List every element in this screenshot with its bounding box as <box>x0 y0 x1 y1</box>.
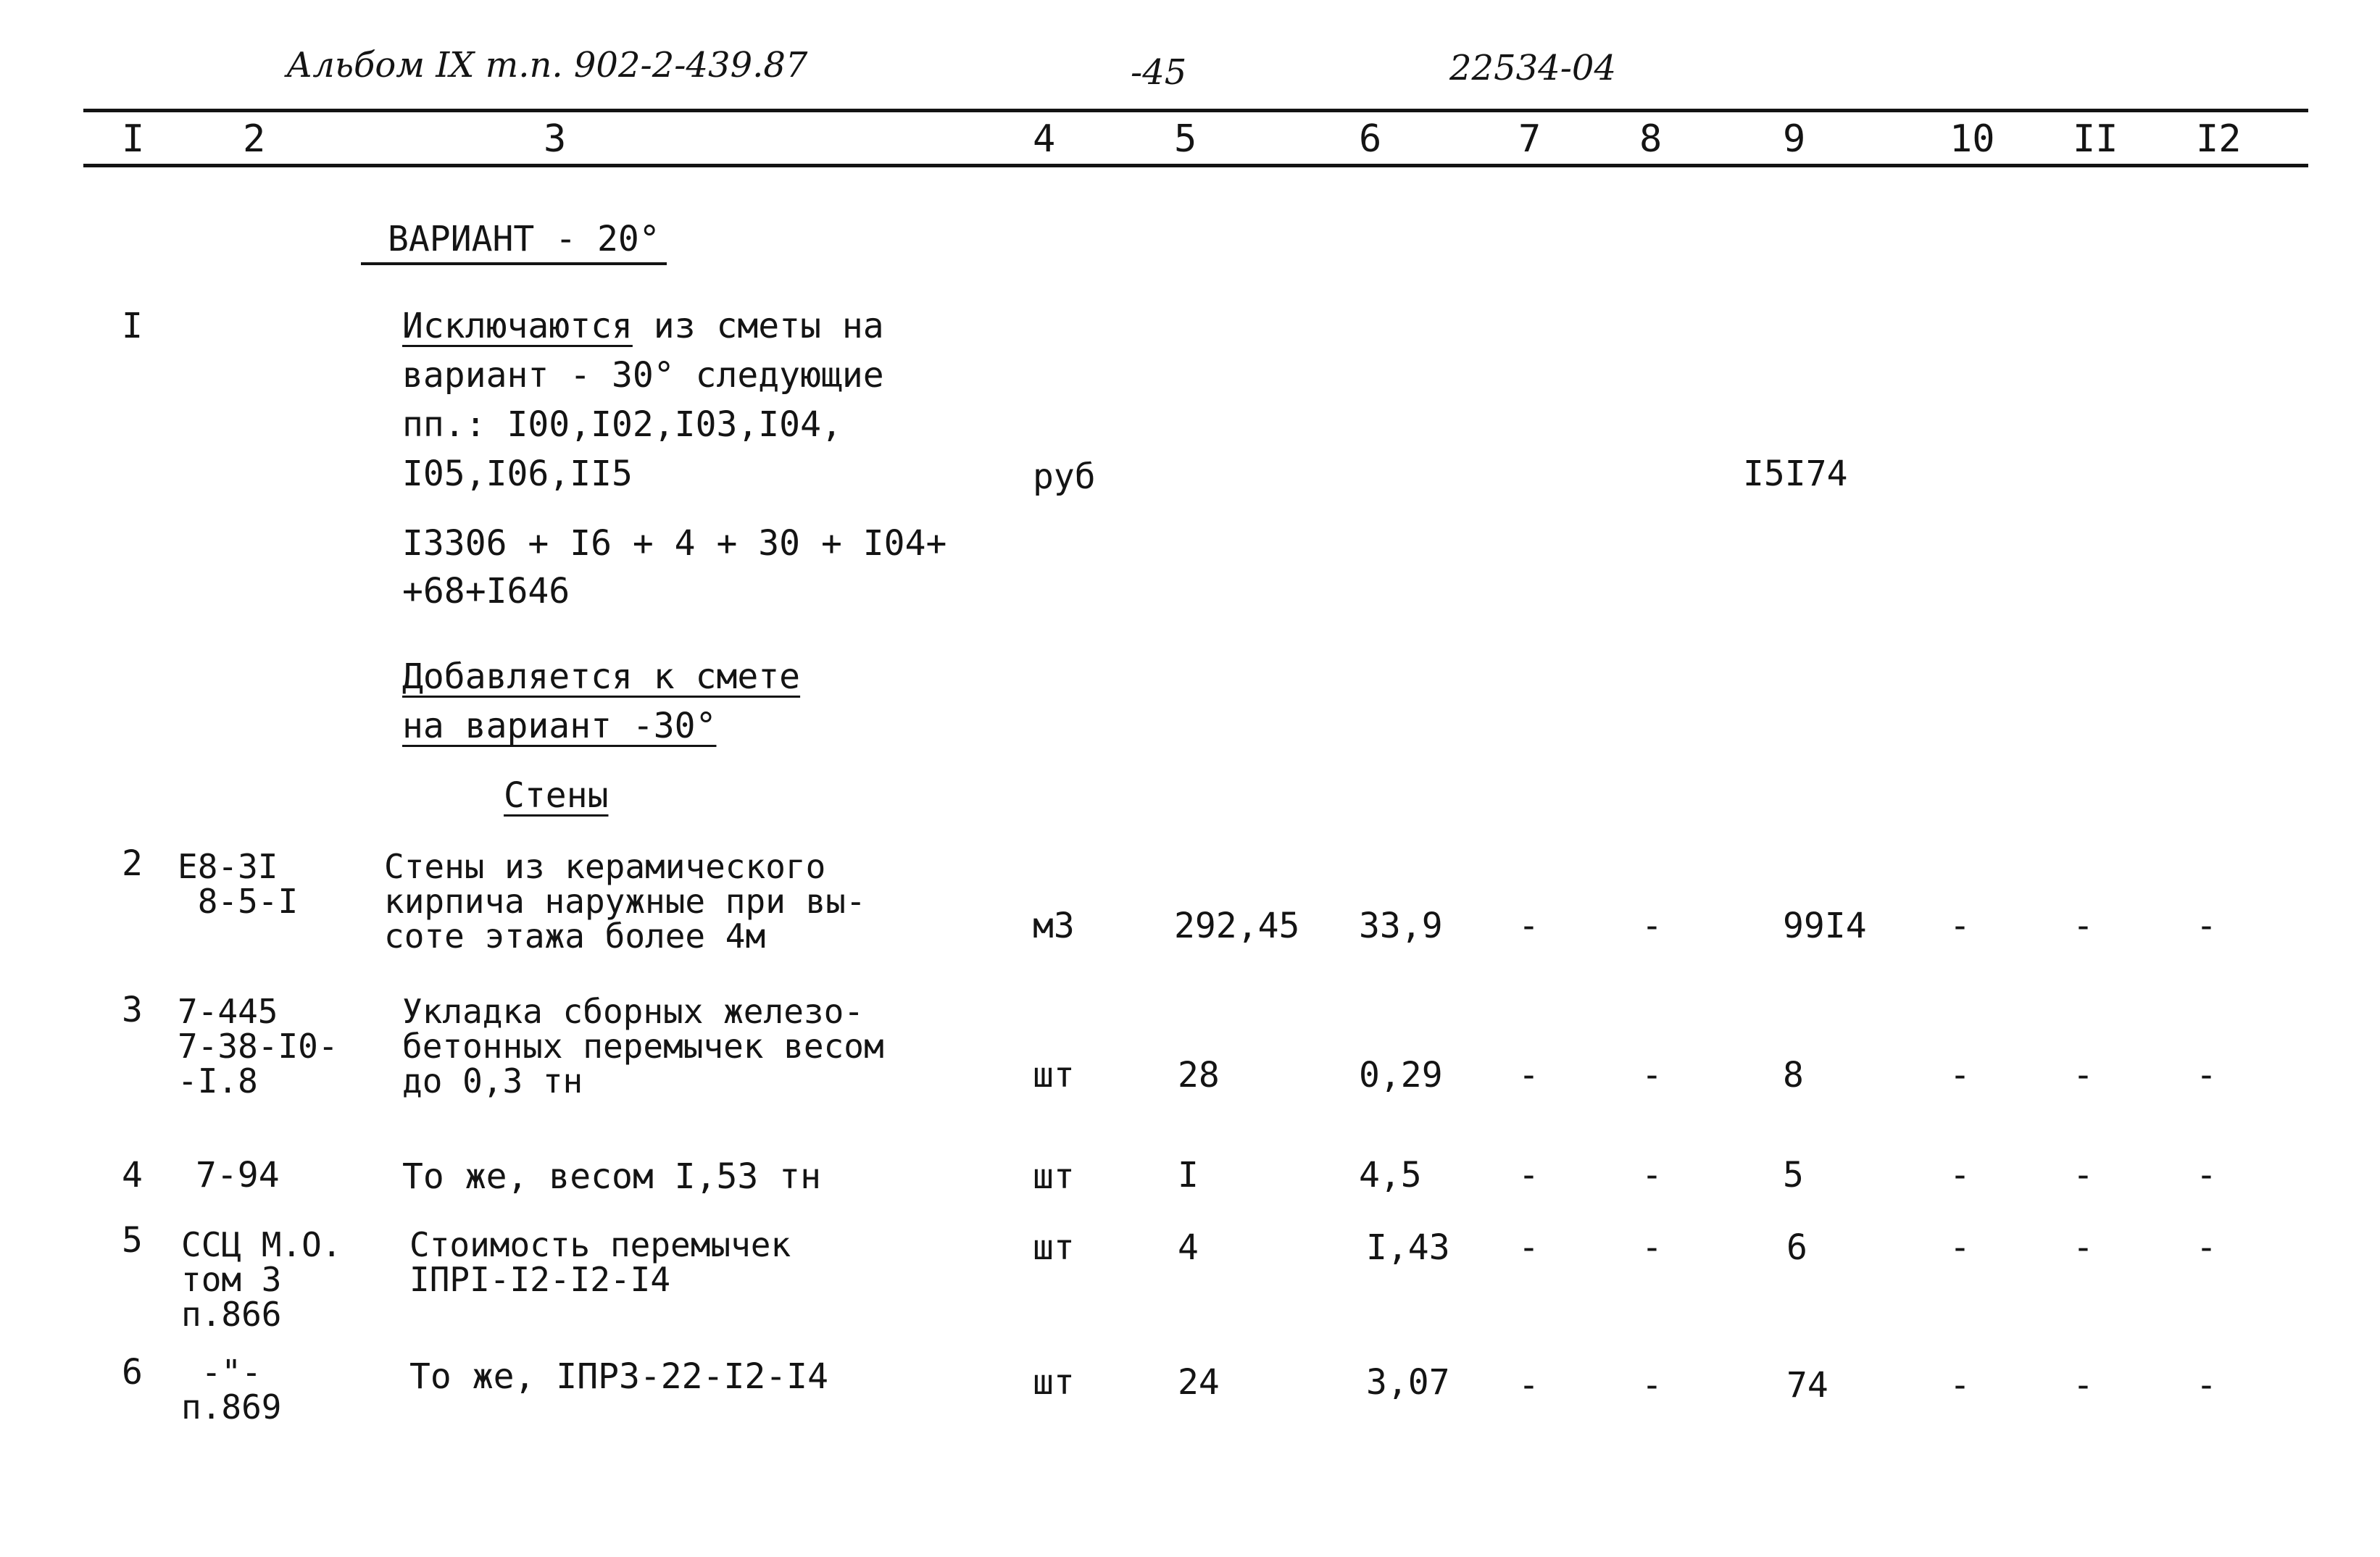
row-3-col8: - <box>1642 1055 1663 1095</box>
document-code: 22534-04 <box>1449 48 1616 88</box>
row-2-col12: - <box>2196 906 2217 946</box>
row-4-col7: - <box>1518 1155 1539 1195</box>
row-4-col9: 5 <box>1783 1155 1804 1195</box>
row-6-col11: - <box>2073 1365 2094 1406</box>
row-6-number: 6 <box>122 1352 143 1393</box>
row-4-code: 7-94 <box>196 1155 280 1195</box>
row-2-unit: м3 <box>1033 906 1075 946</box>
excluded-line-1: Исключаются из сметы на <box>402 306 884 346</box>
column-number-12: I2 <box>2196 117 2242 161</box>
excluded-line-4: I05,I06,II5 <box>402 454 633 494</box>
column-number-11: II <box>2073 117 2118 161</box>
row-5-col7: - <box>1518 1227 1539 1268</box>
row-2-col11: - <box>2073 906 2094 946</box>
block1-unit: руб <box>1033 456 1096 497</box>
column-number-8: 8 <box>1639 117 1663 161</box>
formula-line-1: I3306 + I6 + 4 + 30 + I04+ <box>402 523 947 564</box>
row-5-price: I,43 <box>1366 1227 1450 1268</box>
page-number: -45 <box>1131 52 1187 93</box>
row-6-col7: - <box>1518 1365 1539 1406</box>
row-6-unit: шт <box>1033 1362 1075 1403</box>
row-2-col10: - <box>1950 906 1971 946</box>
row-3-price: 0,29 <box>1359 1055 1443 1095</box>
row-5-quantity: 4 <box>1178 1227 1199 1268</box>
excluded-label: Исключаются <box>402 306 633 346</box>
formula-line-2: +68+I646 <box>402 571 570 611</box>
row-5-number: 5 <box>122 1220 143 1261</box>
row-3-code: 7-445 7-38-I0- -I.8 <box>178 992 338 1101</box>
row-6-code: -"- п.869 <box>181 1353 282 1427</box>
column-number-4: 4 <box>1033 117 1056 161</box>
excluded-line-3: пп.: I00,I02,I03,I04, <box>402 404 842 445</box>
row-4-number: 4 <box>122 1155 143 1195</box>
row-4-unit: шт <box>1033 1156 1075 1197</box>
row-6-quantity: 24 <box>1178 1362 1220 1403</box>
row-3-col11: - <box>2073 1055 2094 1095</box>
row-4-col12: - <box>2196 1155 2217 1195</box>
column-number-7: 7 <box>1518 117 1541 161</box>
row-3-col7: - <box>1518 1055 1539 1095</box>
header-rule-top <box>83 109 2308 112</box>
row-2-number: 2 <box>122 843 143 884</box>
row-2-col9: 99I4 <box>1783 906 1867 946</box>
row-5-col8: - <box>1642 1227 1663 1268</box>
row-5-unit: шт <box>1033 1227 1075 1268</box>
row-4-col10: - <box>1950 1155 1971 1195</box>
row-3-col12: - <box>2196 1055 2217 1095</box>
row-4-description: То же, весом I,53 тн <box>402 1156 821 1197</box>
row-5-col11: - <box>2073 1227 2094 1268</box>
row-2-col7: - <box>1518 906 1539 946</box>
row-4-price: 4,5 <box>1359 1155 1422 1195</box>
block1-total: I5I74 <box>1743 454 1848 494</box>
row-4-col11: - <box>2073 1155 2094 1195</box>
row-3-quantity: 28 <box>1178 1055 1220 1095</box>
row-5-col9: 6 <box>1786 1227 1807 1268</box>
row-3-number: 3 <box>122 990 143 1030</box>
section-title: ВАРИАНТ - 20° <box>388 219 660 259</box>
row-2-code: Е8-3I 8-5-I <box>178 847 299 921</box>
row-2-price: 33,9 <box>1359 906 1443 946</box>
column-number-3: 3 <box>544 117 567 161</box>
row-6-col12: - <box>2196 1365 2217 1406</box>
row-5-col10: - <box>1950 1227 1971 1268</box>
subsection-walls: Стены <box>504 775 609 816</box>
column-number-10: 10 <box>1950 117 1995 161</box>
added-line-2: на вариант -30° <box>402 706 717 746</box>
row-5-col12: - <box>2196 1227 2217 1268</box>
row-2-description: Стены из керамического кирпича наружные при вы- соте этажа более 4м <box>384 847 866 956</box>
added-line-1: Добавляется к смете <box>402 656 801 697</box>
section-title-underline <box>361 262 667 265</box>
row-2-quantity: 292,45 <box>1174 906 1300 946</box>
excluded-line-2: вариант - 30° следующие <box>402 355 884 396</box>
column-number-1: I <box>122 117 145 161</box>
column-number-6: 6 <box>1359 117 1382 161</box>
row-6-col10: - <box>1950 1365 1971 1406</box>
row-3-unit: шт <box>1033 1055 1075 1095</box>
row-4-quantity: I <box>1178 1155 1199 1195</box>
row-2-col8: - <box>1642 906 1663 946</box>
album-reference: Альбом IX т.п. 902-2-439.87 <box>286 45 808 85</box>
item-number-1: I <box>122 306 143 346</box>
row-3-col10: - <box>1950 1055 1971 1095</box>
row-6-description: То же, IПР3-22-I2-I4 <box>409 1356 828 1397</box>
row-3-description: Укладка сборных железо- бетонных перемычек весом до 0,3 тн <box>402 992 884 1101</box>
header-rule-bottom <box>83 164 2308 167</box>
column-number-5: 5 <box>1174 117 1197 161</box>
row-6-col8: - <box>1642 1365 1663 1406</box>
row-4-col8: - <box>1642 1155 1663 1195</box>
row-6-price: 3,07 <box>1366 1362 1450 1403</box>
row-5-description: Стоимость перемычек IПРI-I2-I2-I4 <box>409 1225 791 1299</box>
row-6-col9: 74 <box>1786 1365 1828 1406</box>
column-number-2: 2 <box>243 117 266 161</box>
column-number-9: 9 <box>1783 117 1806 161</box>
row-5-code: ССЦ М.О. том 3 п.866 <box>181 1225 342 1334</box>
row-3-col9: 8 <box>1783 1055 1804 1095</box>
